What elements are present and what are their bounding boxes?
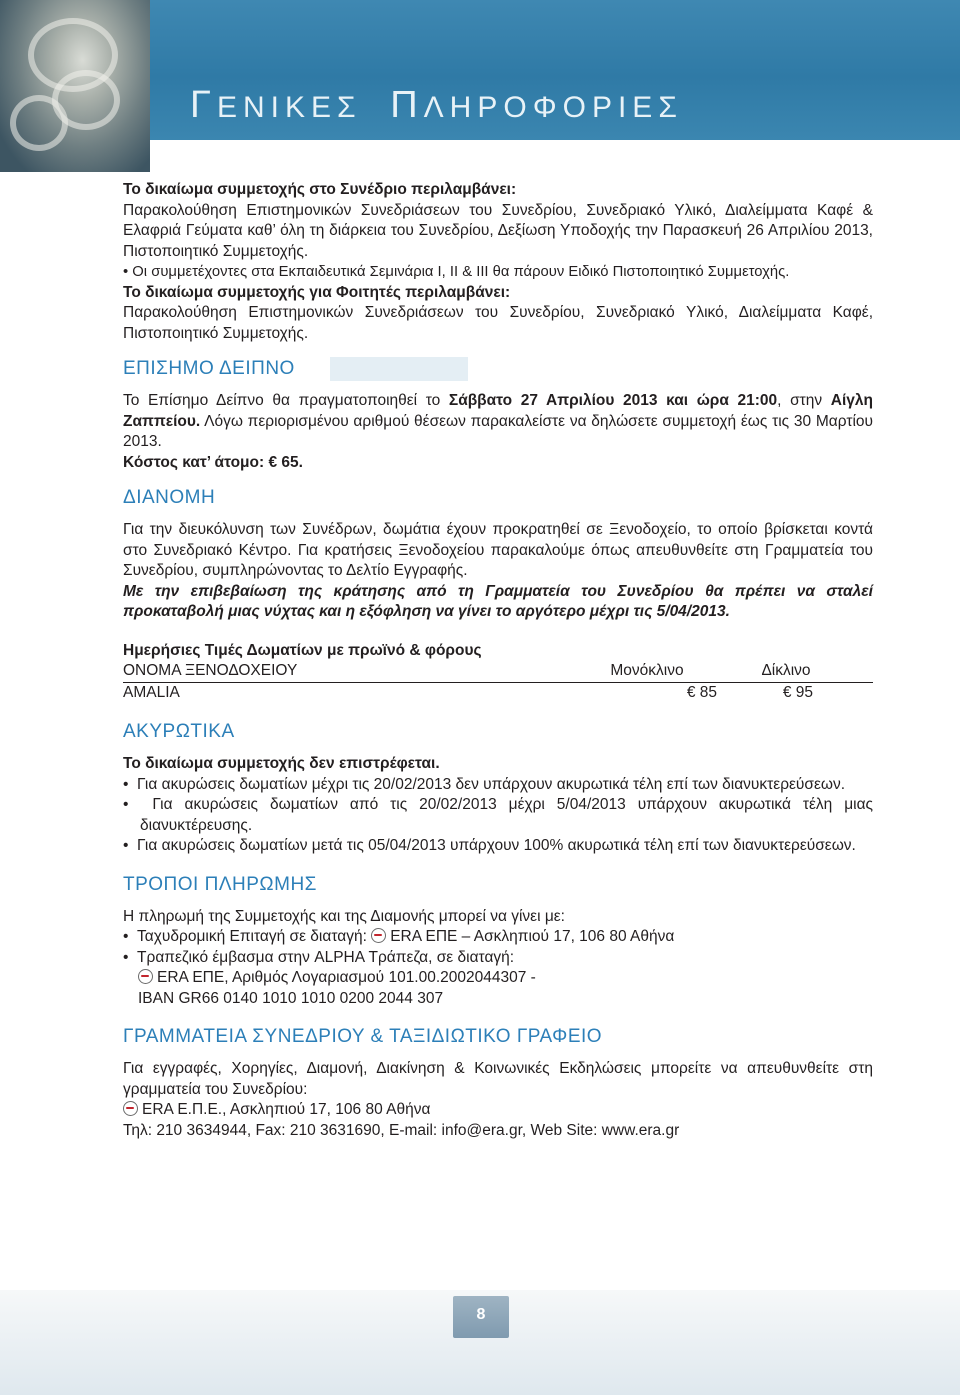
seminar-bullet: • Οι συμμετέχοντες στα Εκπαιδευτικά Σεμινάρια I, II & III θα πάρουν Ειδικό Πιστοποιητικό Συμμετοχής. bbox=[123, 264, 790, 280]
payment-postal: • Ταχυδρομική Επιταγή σε διαταγή: ERA ΕΠΕ – Ασκληπιού 17, 106 80 Αθήνα bbox=[123, 928, 675, 945]
payment-bank: • Τραπεζικό έμβασμα στην ALPHA Τράπεζα, σε διαταγή: bbox=[123, 948, 515, 966]
payment-bank-account: ERA ΕΠΕ, Αριθμός Λογαριασμού 101.00.2002044307 - bbox=[123, 968, 873, 989]
secretariat-address: ERA Ε.Π.Ε., Ασκληπιού 17, 106 80 Αθήνα bbox=[123, 1100, 873, 1121]
list-item: • Για ακυρώσεις δωματίων από τις 20/02/2013 μέχρι 5/04/2013 υπάρχουν ακυρωτικά τέλη μιας διανυκτέρευσης. bbox=[123, 796, 873, 834]
era-logo-icon bbox=[123, 1101, 138, 1116]
title-initial: Γ bbox=[190, 84, 217, 126]
rates-header-hotel: ΟΝΟΜΑ ΞΕΝΟΔΟΧΕΙΟΥ bbox=[123, 662, 298, 679]
list-item: • Για ακυρώσεις δωματίων μέχρι τις 20/02/2013 δεν υπάρχουν ακυρωτικά τέλη επί των διανυκτερεύσεων. bbox=[123, 775, 846, 793]
rates-title: Ημερήσιες Τιμές Δωματίων με πρωϊνό & φόρους bbox=[123, 641, 482, 659]
secretariat-text: Για εγγραφές, Χορηγίες, Διαμονή, Διακίνηση & Κοινωνικές Εκδηλώσεις μπορείτε να απευθυνθείτε στη γραμματεία του Συνεδρίου: bbox=[123, 1060, 873, 1098]
rates-table bbox=[123, 641, 873, 705]
seminar-bullet-text: Οι συμμετέχοντες στα Εκπαιδευτικά Σεμινάρια I, II & III θα πάρουν Ειδικό Πιστοποιητικό Συμμετοχής. bbox=[132, 264, 790, 280]
double-price: € 95 bbox=[782, 684, 813, 701]
accommodation-text: Για την διευκόλυνση των Συνέδρων, δωμάτια έχουν προκρατηθεί σε Ξενοδοχείο, το οποίο βρίσκεται κοντά στο Συνεδριακό Κέντρο. Για κρατήσεις Ξενοδοχείου παρακαλούμε όπως απευθυνθείτε στη Γραμματεία του Συνεδρίου, συμπληρώνοντας το Δελτίο Εγγραφής. bbox=[123, 521, 873, 579]
dinner-text: Το Επίσημο Δείπνο θα πραγματοποιηθεί το Σάββατο 27 Απριλίου 2013 και ώρα 21:00, στην Αίγλη Ζαππείου. Λόγω περιορισμένου αριθμού θέσεων παρακαλείστε να δηλώσετε συμμετοχή έως τις 30 Μαρτίου 2013. bbox=[123, 392, 873, 450]
page-title bbox=[190, 84, 683, 127]
cancellations-heading: ΑΚΥΡΩΤΙΚΑ bbox=[123, 721, 235, 742]
header-strip bbox=[150, 140, 960, 154]
hotel-name: AMALIA bbox=[123, 684, 180, 701]
photo-swirl bbox=[10, 95, 68, 151]
participation-heading: Το δικαίωμα συμμετοχής στο Συνέδριο περιλαμβάνει: bbox=[123, 181, 517, 198]
cancellations-note: Το δικαίωμα συμμετοχής δεν επιστρέφεται. bbox=[123, 755, 440, 772]
single-price: € 85 bbox=[686, 684, 717, 701]
title-word: ΛΗΡΟΦΟΡΙΕΣ bbox=[423, 91, 683, 124]
accommodation-heading: ΔΙΑΝΟΜΗ bbox=[123, 487, 216, 508]
students-heading: Το δικαίωμα συμμετοχής για Φοιτητές περιλαμβάνει: bbox=[123, 283, 511, 301]
secretariat-contact: Τηλ: 210 3634944, Fax: 210 3631690, E-mail: info@era.gr, Web Site: www.era.gr bbox=[123, 1121, 680, 1139]
table-row bbox=[123, 683, 873, 704]
rates-header-row bbox=[123, 661, 873, 683]
participation-text: Παρακολούθηση Επιστημονικών Συνεδριάσεων του Συνεδρίου, Συνεδριακό Υλικό, Διαλείμματα Καφέ & Ελαφριά Γεύματα καθ’ όλη τη διάρκεια του Συνεδρίου, Δεξίωση Υποδοχής την Παρασκευή 26 Απριλίου 2013, Πιστοποιητικό Συμμετοχής. bbox=[123, 201, 873, 260]
payment-heading: ΤΡΟΠΟΙ ΠΛΗΡΩΜΗΣ bbox=[123, 873, 317, 895]
dinner-cost: Κόστος κατ’ άτομο: € 65. bbox=[123, 453, 303, 471]
rates-header-single: Μονόκλινο bbox=[610, 662, 684, 679]
era-logo-icon bbox=[138, 969, 153, 984]
header-photo bbox=[0, 0, 150, 172]
era-logo-icon bbox=[371, 928, 386, 943]
payment-intro: Η πληρωμή της Συμμετοχής και της Διαμονής μπορεί να γίνει με: bbox=[123, 907, 565, 925]
dinner-heading: ΕΠΙΣΗΜΟ ΔΕΙΠΝΟ bbox=[123, 357, 468, 381]
page-number: 8 bbox=[476, 1306, 486, 1323]
students-text: Παρακολούθηση Επιστημονικών Συνεδριάσεων του Συνεδρίου, Συνεδριακό Υλικό, Διαλείμματα Καφέ, Πιστοποιητικό Συμμετοχής. bbox=[123, 304, 873, 342]
title-initial: Π bbox=[390, 84, 424, 126]
payment-iban: IBAN GR66 0140 1010 1010 0200 2044 307 bbox=[138, 989, 444, 1007]
list-item: • Για ακυρώσεις δωματίων μετά τις 05/04/2013 υπάρχουν 100% ακυρωτικά τέλη επί των διανυκτερεύσεων. bbox=[123, 837, 856, 854]
rates-header-double: Δίκλινο bbox=[761, 662, 811, 679]
accommodation-note: Με την επιβεβαίωση της κράτησης από τη Γραμματεία του Συνεδρίου θα πρέπει να σταλεί προκαταβολή μιας νύχτας και η εξόφληση να γίνει το αργότερο μέχρι τις 5/04/2013. bbox=[123, 582, 873, 620]
main-content bbox=[123, 180, 873, 1141]
title-word: ΕΝΙΚΕΣ bbox=[216, 91, 362, 124]
header-band bbox=[0, 0, 960, 140]
secretariat-heading: ΓΡΑΜΜΑΤΕΙΑ ΣΥΝΕΔΡΙΟΥ & ΤΑΞΙΔΙΩΤΙΚΟ ΓΡΑΦΕΙΟ bbox=[123, 1026, 603, 1047]
